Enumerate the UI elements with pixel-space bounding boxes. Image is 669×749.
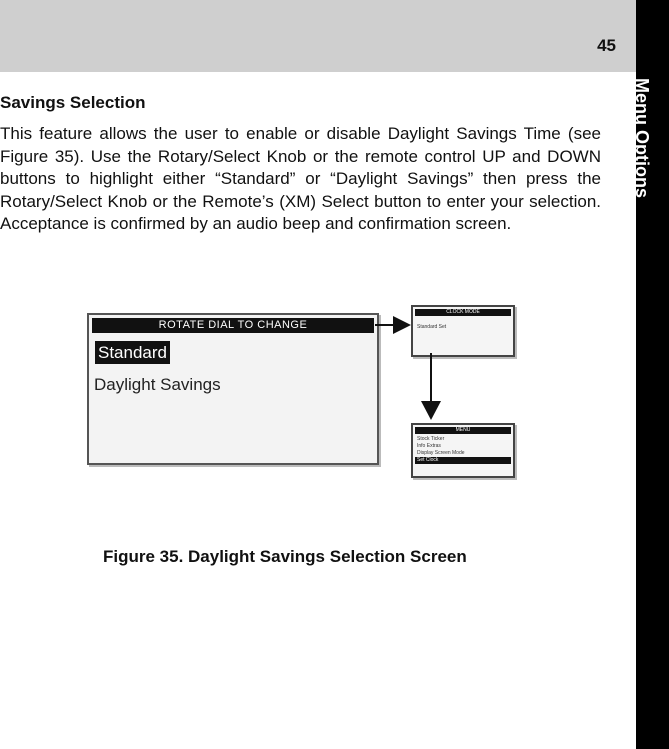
arrow-right-head [393, 316, 411, 334]
side-tab [632, 0, 669, 749]
arrow-right-line [375, 324, 395, 326]
menu-item: Info Extras [417, 443, 441, 449]
arrow-down-head [421, 401, 441, 420]
menu-screen-title: MENU [415, 427, 511, 434]
menu-screen [411, 423, 515, 478]
page-header-bar [0, 0, 636, 72]
main-screen-title: ROTATE DIAL TO CHANGE [92, 318, 374, 333]
menu-item: Stock Ticker [417, 436, 445, 442]
main-display-screen [87, 313, 379, 465]
menu-item: Display Screen Mode [417, 450, 465, 456]
menu-item-selected: Set Clock [415, 457, 511, 464]
section-title: Savings Selection [0, 93, 146, 112]
clock-mode-screen [411, 305, 515, 357]
page-number: 45 [597, 36, 616, 55]
figure-caption: Figure 35. Daylight Savings Selection Screen [103, 547, 467, 566]
clock-screen-title: CLOCK MODE [415, 309, 511, 316]
clock-screen-line: Standard Set [417, 324, 447, 330]
option-standard-highlighted: Standard [95, 341, 170, 364]
figure-35 [0, 290, 636, 500]
arrow-down-line [430, 353, 432, 403]
body-paragraph: This feature allows the user to enable or disable Daylight Savings Time (see Figure 35). Use the Rotary/Select Knob or the remote control UP and DOWN buttons to highlight either “Standard” or “Daylight Savings” then press the Rotary/Select Knob or the Remote’s (XM) Select button to enter your selection. Acceptance is confirmed by an audio beep and confirmation screen. [0, 124, 601, 233]
option-daylight-savings: Daylight Savings [94, 375, 221, 394]
side-tab-label: Menu Options [632, 78, 652, 198]
